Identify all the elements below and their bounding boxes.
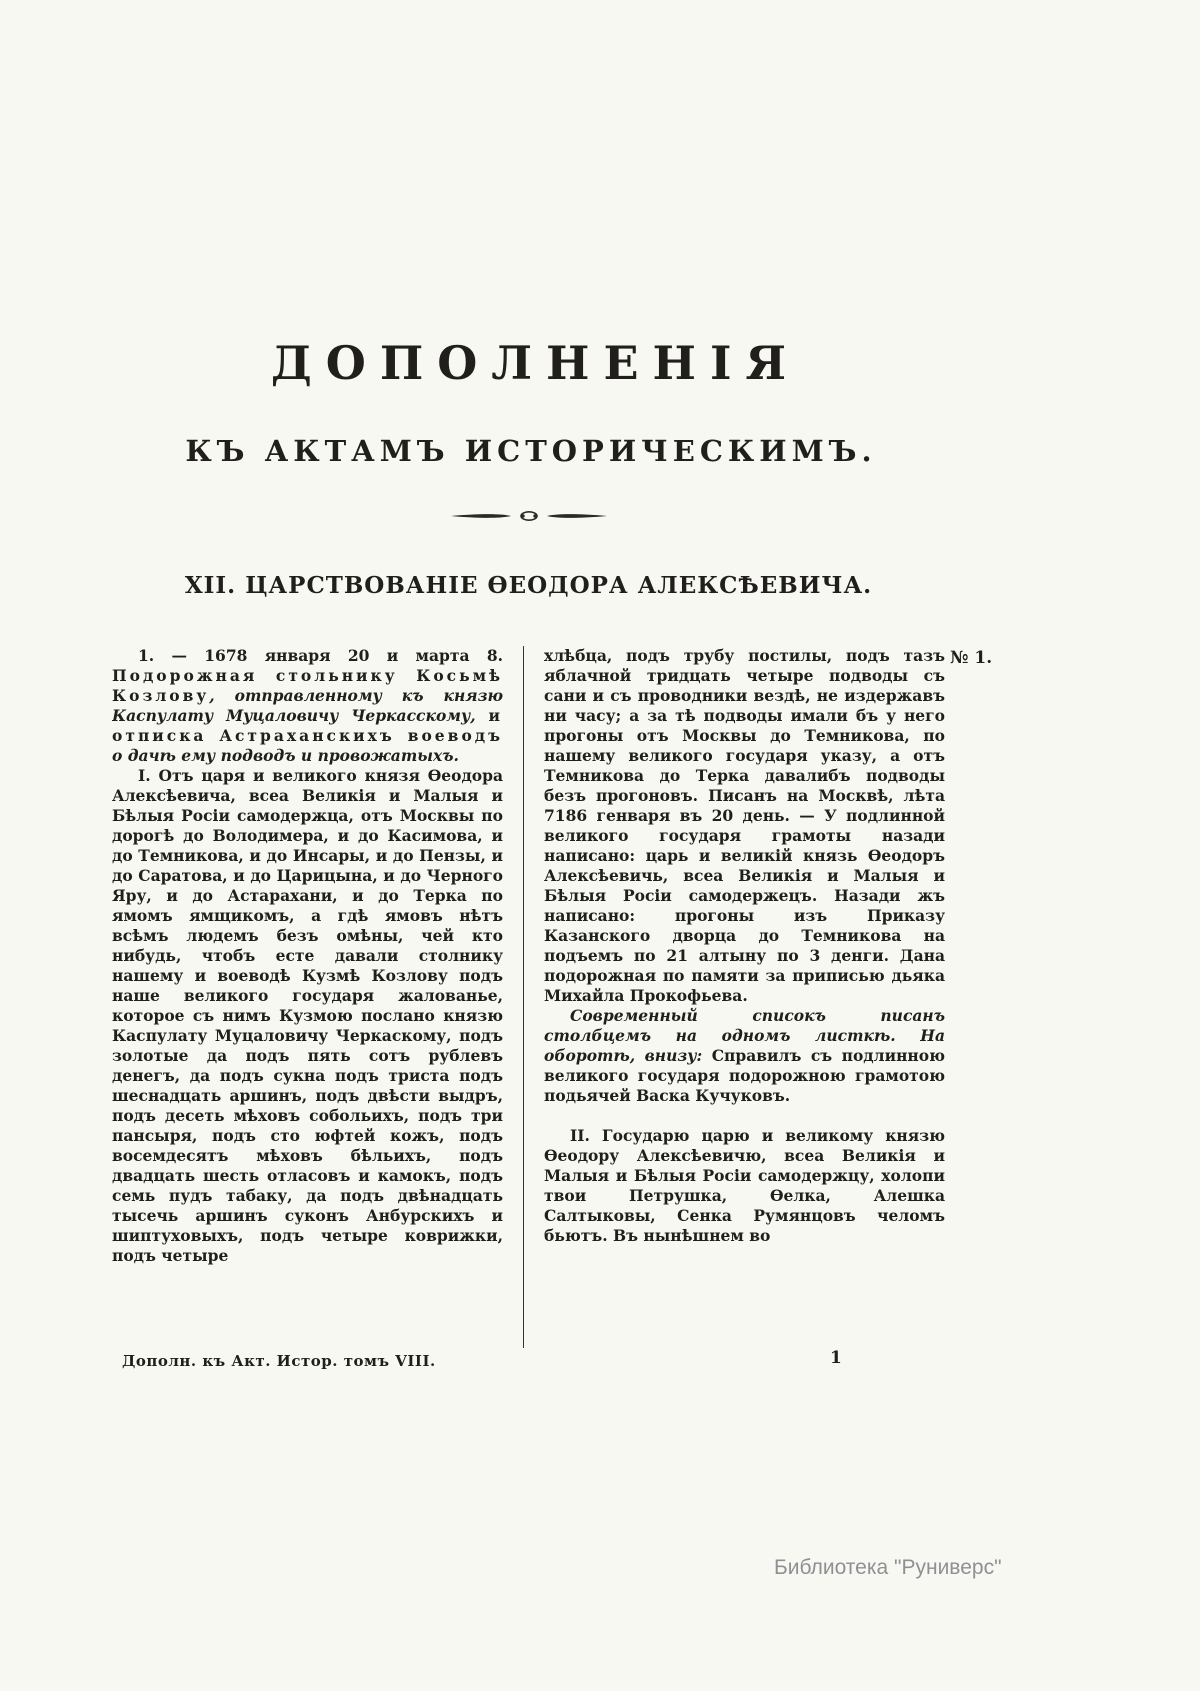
two-column-text-block — [112, 646, 945, 1348]
section-heading: XII. ЦАРСТВОВАНІЕ ѲЕОДОРА АЛЕКСѢЕВИЧА. — [184, 572, 873, 599]
text-segment: Современный списокъ писанъ столбцемъ на одномъ листкѣ. На оборотѣ, внизу: — [544, 1006, 945, 1065]
page-title: ДОПОЛНЕНІЯ — [270, 336, 801, 390]
text-segment: Справилъ съ подлинною великого государя подорожною грамотою подьячей Васка Кучуковъ. — [544, 1046, 945, 1105]
divider-ornament — [112, 508, 945, 527]
doc1-body-part2 — [544, 646, 945, 1006]
doc1-body-part1 — [112, 766, 503, 1266]
right-column — [544, 646, 945, 1348]
text-segment: Подорожная стольнику Косьмѣ Козлову — [112, 666, 503, 705]
text-segment: I. Отъ царя и великого князя Ѳеодора Алексѣевича, всеа Великія и Малыя и Бѣлыя Росіи самодержца, отъ Москвы по дорогѣ до Володимера, и до Касимова, и до Темникова, и до Инсары, и до Пензы, и до Саратова, и до Царицына, и до Черного Яру, и до Астарахани, и до Терка по ямомъ ямщикомъ, а гдѣ ямовъ нѣтъ всѣмъ людемъ безъ омѣны, чей кто нибудь, чтобъ есте давали столнику нашему и воеводѣ Кузмѣ Козлову подъ наше великого государя жалованье, которое съ нимъ Кузмою послано князю Каспулату Муцаловичу Черкаскому, подъ золотые да подъ пять сотъ рублевъ денегъ, да подъ сукна подъ триста подъ шеснадцать аршинъ, подъ двѣсти выдръ, подъ десеть мѣховъ собольихъ, подъ три пансыря, подъ сто юфтей кожъ, подъ восемдесятъ мѣховъ бѣльихъ, подъ двадцать шесть отласовъ и камокъ, подъ семь пудъ табаку, да подъ двѣнадцать тысечь аршинъ суконъ Анбурскихъ и шиптуховыхъ, подъ четыре коврижки, подъ четыре — [112, 766, 503, 1265]
text-segment: и отписка Астраханскихъ воеводъ — [112, 706, 503, 745]
typographic-divider-icon — [449, 509, 609, 523]
text-segment: II. Государю царю и великому князю Ѳеодору Алексѣевичю, всеа Великія и Малыя и Бѣлыя Росіи самодержцу, холопи твои Петрушка, Ѳелка, Алешка Салтыковы, Сенка Румянцовъ челомъ бьютъ. Въ нынѣшнем во — [544, 1126, 945, 1245]
library-watermark: Библиотека "Руниверс" — [774, 1556, 1002, 1579]
text-segment: хлѣбца, подъ трубу постилы, подъ тазъ яблачной тридцать четыре подводы съ сани и съ проводники вездѣ, не издержавъ ни часу; а за тѣ подводы имали бъ у него прогоны отъ Москвы до Темникова, по нашему великого государя указу, а отъ Темникова до Терка давалибъ подводы безъ прогоновъ. Писанъ на Москвѣ, лѣта 7186 генваря въ 20 день. — У подлинной великого государя грамоты назади написано: царь и великій князь Ѳеодоръ Алексѣевичь, всеа Великія и Малыя и Бѣлыя Росіи самодержецъ. Назади жъ написано: прогоны изъ Приказу Казанского дворца до Темникова на подъемъ по 21 алтыну по 3 денги. Дана подорожная по памяти за приписью дьяка Михайла Прокофьева. — [544, 646, 945, 1005]
column-divider-rule — [523, 646, 524, 1348]
text-segment: 1. — 1678 января 20 и марта 8. — [138, 646, 503, 665]
text-segment: о дачѣ ему подводъ и провожатыхъ. — [112, 746, 459, 765]
text-segment: , отправленному къ князю Каспулату Муцаловичу Черкасскому, — [112, 686, 503, 725]
left-column — [112, 646, 503, 1348]
footer-volume-label: Дополн. къ Акт. Истор. томъ VIII. — [122, 1352, 436, 1370]
margin-document-number: № 1. — [950, 648, 993, 668]
page-subtitle: КЪ АКТАМЪ ИСТОРИЧЕСКИМЪ. — [185, 434, 877, 468]
doc1-scribe-note — [544, 1006, 945, 1106]
doc1-body-part3 — [544, 1126, 945, 1246]
doc1-caption — [112, 646, 503, 766]
page-number: 1 — [830, 1348, 842, 1368]
